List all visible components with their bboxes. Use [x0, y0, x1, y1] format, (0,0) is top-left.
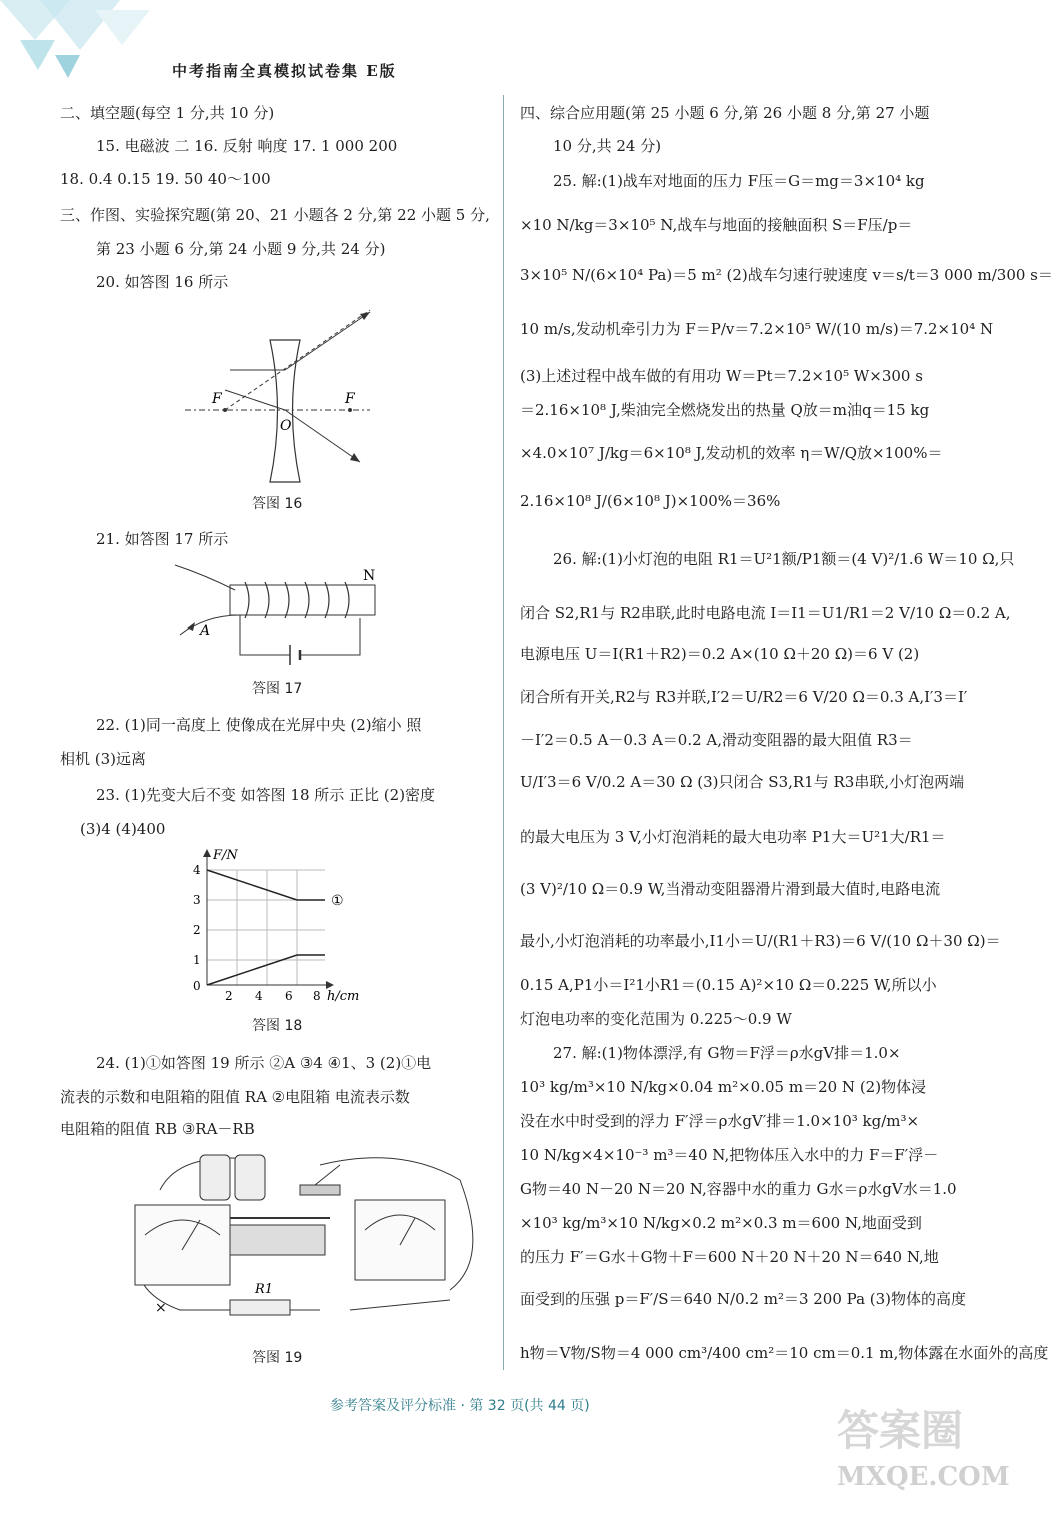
text-line: 10 分,共 24 分) — [553, 137, 662, 155]
text-line: 22. (1)同一高度上 使像成在光屏中央 (2)缩小 照 — [96, 716, 422, 734]
column-divider — [503, 95, 504, 1370]
curve-label: ① — [331, 893, 344, 909]
text-line: G物＝40 N－20 N＝20 N,容器中水的重力 G水＝ρ水gV水＝1.0 — [520, 1180, 957, 1198]
text-line: 2.16×10⁸ J/(6×10⁸ J)×100%＝36% — [520, 492, 781, 510]
y-tick: 1 — [193, 953, 201, 967]
x-axis-label: h/cm — [327, 989, 360, 1004]
figure-caption: 答图 19 — [252, 1350, 303, 1366]
figure-caption: 答图 16 — [252, 496, 303, 512]
watermark-logo-text: 答案圈 — [837, 1406, 964, 1455]
x-tick: 6 — [285, 989, 293, 1003]
text-line: 10 m/s,发动机牵引力为 F＝P/v＝7.2×10⁵ W/(10 m/s)＝7.2×10⁴ N — [520, 320, 994, 338]
y-tick: 0 — [193, 979, 201, 993]
page-header: 中考指南全真模拟试卷集 E版 — [172, 62, 397, 80]
text-line: (3)上述过程中战车做的有用功 W＝Pt＝7.2×10⁵ W×300 s — [520, 367, 923, 385]
text-line: ×10 N/kg＝3×10⁵ N,战车与地面的接触面积 S＝F压/p＝ — [520, 216, 913, 234]
text-line: ＝2.16×10⁸ J,柴油完全燃烧发出的热量 Q放＝m油q＝15 kg — [520, 401, 930, 419]
focal-label-right: F — [345, 391, 355, 407]
text-line: 21. 如答图 17 所示 — [96, 530, 229, 548]
y-tick: 4 — [193, 863, 201, 877]
text-line: 二、填空题(每空 1 分,共 10 分) — [60, 104, 275, 122]
text-line: 27. 解:(1)物体漂浮,有 G物＝F浮＝ρ水gV排＝1.0× — [553, 1044, 901, 1062]
text-line: 15. 电磁波 二 16. 反射 响度 17. 1 000 200 — [96, 137, 398, 155]
text-line: 三、作图、实验探究题(第 20、21 小题各 2 分,第 22 小题 5 分, — [60, 206, 490, 224]
text-line: ×10³ kg/m³×10 N/kg×0.2 m²×0.3 m＝600 N,地面受到 — [520, 1214, 922, 1232]
text-line: 3×10⁵ N/(6×10⁴ Pa)＝5 m² (2)战车匀速行驶速度 v＝s/t＝3 000 m/300 s＝ — [520, 266, 1053, 284]
resistor-label: R1 — [255, 1282, 274, 1297]
text-line: 18. 0.4 0.15 19. 50 40～100 — [60, 170, 271, 188]
text-line: 闭合 S2,R1与 R2串联,此时电路电流 I＝I1＝U1/R1＝2 V/10 Ω＝0.2 A, — [520, 604, 1011, 622]
figure-16-lens-diagram — [185, 300, 375, 485]
y-tick: 3 — [193, 893, 201, 907]
text-line: 电源电压 U＝I(R1＋R2)＝0.2 A×(10 Ω＋20 Ω)＝6 V (2) — [520, 645, 920, 663]
page-footer: 参考答案及评分标准 · 第 32 页(共 44 页) — [330, 1398, 590, 1414]
text-line: 流表的示数和电阻箱的阻值 RA ②电阻箱 电流表示数 — [60, 1088, 410, 1106]
x-tick: 8 — [313, 989, 321, 1003]
text-line: 四、综合应用题(第 25 小题 6 分,第 26 小题 8 分,第 27 小题 — [520, 104, 930, 122]
text-line: 10 N/kg×4×10⁻³ m³＝40 N,把物体压入水中的力 F＝F′浮－ — [520, 1146, 939, 1164]
text-line: －I′2＝0.5 A－0.3 A＝0.2 A,滑动变阻器的最大阻值 R3＝ — [520, 731, 913, 749]
x-tick: 2 — [225, 989, 233, 1003]
text-line: 的压力 F′＝G水＋G物＋F＝600 N＋20 N＋20 N＝640 N,地 — [520, 1248, 939, 1266]
text-line: 20. 如答图 16 所示 — [96, 273, 229, 291]
focal-label-left: F — [212, 391, 222, 407]
text-line: 的最大电压为 3 V,小灯泡消耗的最大电功率 P1大＝U²1大/R1＝ — [520, 828, 946, 846]
figure-19-circuit — [120, 1140, 500, 1340]
text-line: U/I′3＝6 V/0.2 A＝30 Ω (3)只闭合 S3,R1与 R3串联,小灯泡两端 — [520, 773, 965, 791]
point-label: A — [200, 623, 211, 639]
text-line: 最小,小灯泡消耗的功率最小,I1小＝U/(R1＋R3)＝6 V/(10 Ω＋30 Ω)＝ — [520, 932, 1001, 950]
text-line: 第 23 小题 6 分,第 24 小题 9 分,共 24 分) — [96, 240, 386, 258]
figure-17-solenoid — [175, 560, 375, 670]
text-line: ×4.0×10⁷ J/kg＝6×10⁸ J,发动机的效率 η＝W/Q放×100%＝ — [520, 444, 943, 462]
text-line: 24. (1)①如答图 19 所示 ②A ③4 ④1、3 (2)①电 — [96, 1054, 432, 1072]
text-line: h物＝V物/S物＝4 000 cm³/400 cm²＝10 cm＝0.1 m,物体露在水面外的高度 — [520, 1344, 1049, 1362]
y-axis-label: F/N — [213, 848, 238, 863]
text-line: (3)4 (4)400 — [80, 820, 166, 838]
pole-label: N — [363, 568, 376, 584]
text-line: 0.15 A,P1小＝I²1小R1＝(0.15 A)²×10 Ω＝0.225 W,所以小 — [520, 976, 937, 994]
watermark-logo — [822, 1385, 1010, 1505]
watermark-url: MXQE.COM — [837, 1462, 1010, 1492]
text-line: 10³ kg/m³×10 N/kg×0.04 m²×0.05 m＝20 N (2)物体浸 — [520, 1078, 927, 1096]
cross-mark: × — [155, 1300, 167, 1316]
text-line: 23. (1)先变大后不变 如答图 18 所示 正比 (2)密度 — [96, 786, 436, 804]
figure-caption: 答图 17 — [252, 681, 303, 697]
text-line: 电阻箱的阻值 RB ③RA－RB — [60, 1120, 255, 1138]
text-line: 闭合所有开关,R2与 R3并联,I′2＝U/R2＝6 V/20 Ω＝0.3 A,I′3＝I′ — [520, 688, 968, 706]
y-tick: 2 — [193, 923, 201, 937]
x-tick: 4 — [255, 989, 263, 1003]
figure-caption: 答图 18 — [252, 1018, 303, 1034]
text-line: 25. 解:(1)战车对地面的压力 F压＝G＝mg＝3×10⁴ kg — [553, 172, 925, 190]
text-line: (3 V)²/10 Ω＝0.9 W,当滑动变阻器滑片滑到最大值时,电路电流 — [520, 880, 941, 898]
text-line: 没在水中时受到的浮力 F′浮＝ρ水gV′排＝1.0×10³ kg/m³× — [520, 1112, 920, 1130]
text-line: 面受到的压强 p＝F′/S＝640 N/0.2 m²＝3 200 Pa (3)物体的高度 — [520, 1290, 967, 1308]
text-line: 灯泡电功率的变化范围为 0.225～0.9 W — [520, 1010, 792, 1028]
corner-decoration — [0, 0, 190, 95]
figure-18-force-height-graph — [185, 845, 380, 1005]
text-line: 26. 解:(1)小灯泡的电阻 R1＝U²1额/P1额＝(4 V)²/1.6 W＝10 Ω,只 — [553, 550, 1015, 568]
optical-center-label: O — [280, 418, 292, 434]
text-line: 相机 (3)远离 — [60, 750, 147, 768]
